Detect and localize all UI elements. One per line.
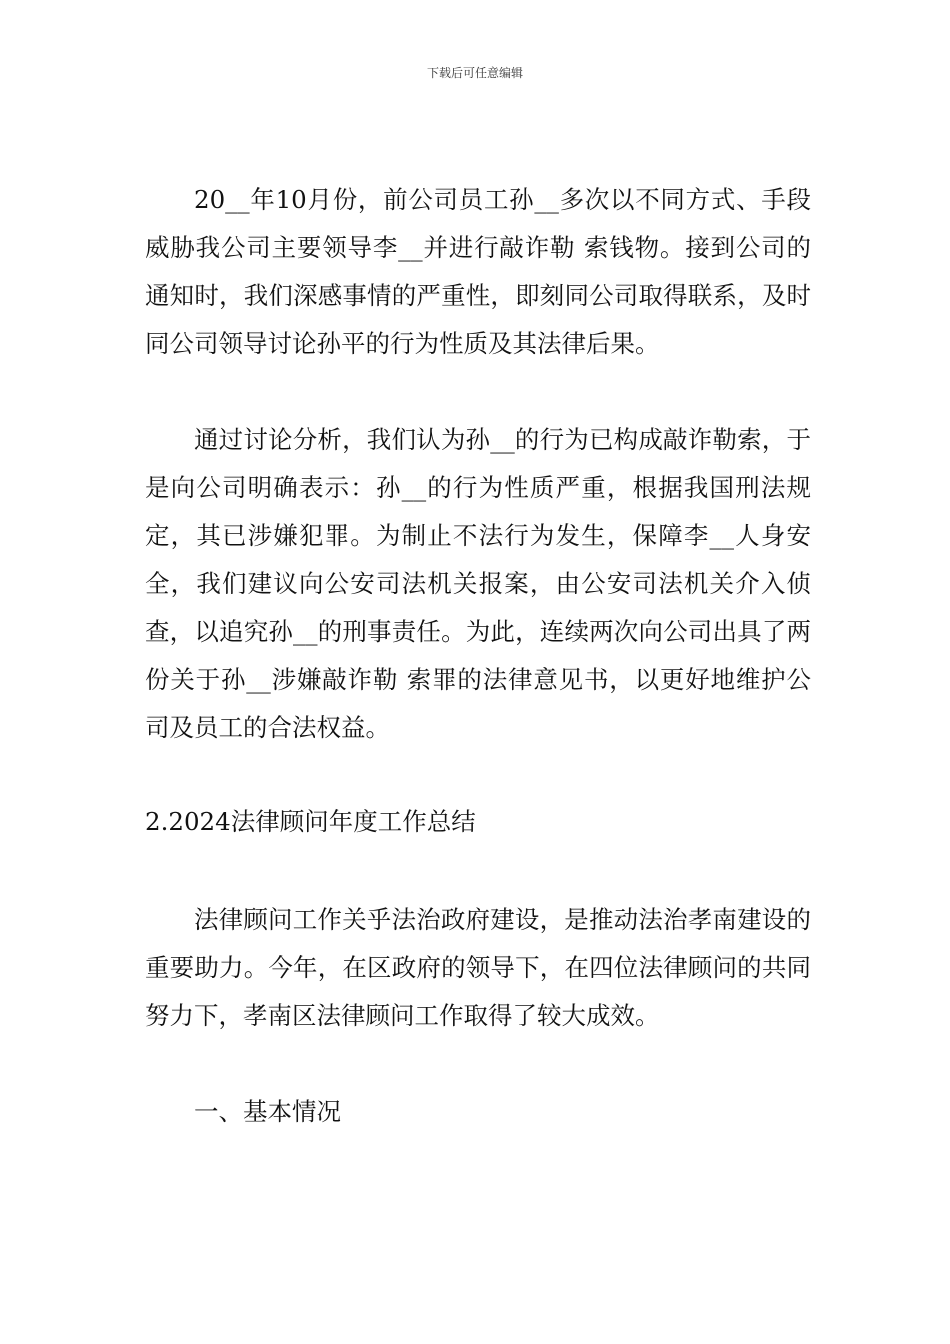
paragraph-legal-analysis: 通过讨论分析，我们认为孙__的行为已构成敲诈勒索，于是向公司明确表示：孙__的行为性质严重，根据我国刑法规定，其已涉嫌犯罪。为制止不法行为发生，保障李__人身安全，我们建议向公安司法机关报案，由公安司法机关介入侦查，以追究孙__的刑事责任。为此，连续两次向公司出具了两份关于孙__涉嫌敲诈勒 索罪的法律意见书，以更好地维护公司及员工的合法权益。 bbox=[145, 425, 811, 742]
document-body bbox=[145, 176, 811, 1136]
paragraph-extortion-incident: 20__年10月份，前公司员工孙__多次以不同方式、手段威胁我公司主要领导李__并进行敲诈勒 索钱物。接到公司的通知时，我们深感事情的严重性，即刻同公司取得联系，及时同公司领导讨论孙平的行为性质及其法律后果。 bbox=[145, 185, 811, 358]
page-header: 下载后可任意编辑 bbox=[426, 66, 523, 80]
section-title: 2.2024法律顾问年度工作总结 bbox=[145, 807, 476, 836]
paragraph-summary-intro: 法律顾问工作关乎法治政府建设，是推动法治孝南建设的重要助力。今年，在区政府的领导下，在四位法律顾问的共同努力下，孝南区法律顾问工作取得了较大成效。 bbox=[145, 905, 811, 1030]
subheading-basic-situation: 一、基本情况 bbox=[194, 1097, 341, 1126]
